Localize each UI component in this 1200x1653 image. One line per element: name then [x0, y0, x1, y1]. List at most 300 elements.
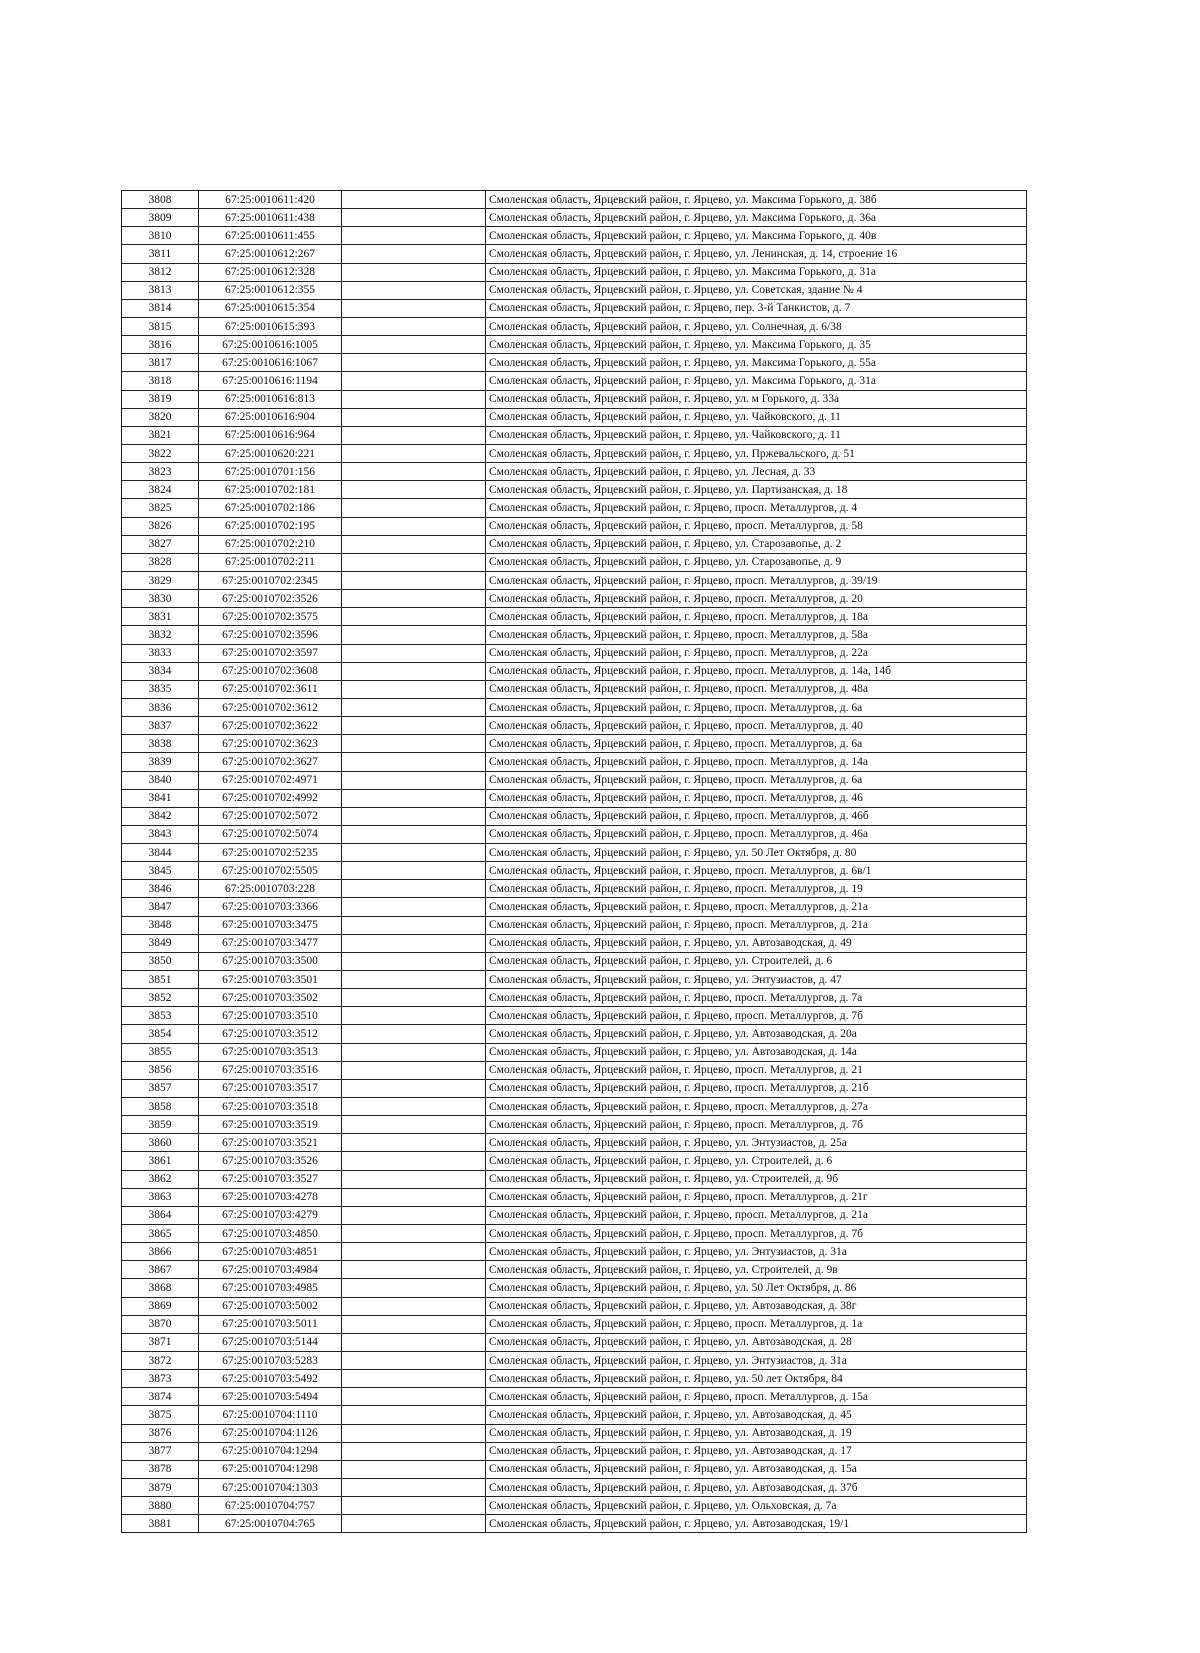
- address: Смоленская область, Ярцевский район, г. Ярцево, просп. Металлургов, д. 7б: [486, 1116, 1027, 1134]
- empty-cell: [342, 209, 486, 227]
- empty-cell: [342, 717, 486, 735]
- address: Смоленская область, Ярцевский район, г. Ярцево, ул. Ленинская, д. 14, строение 16: [486, 245, 1027, 263]
- table-row: [122, 1478, 1027, 1496]
- row-number: 3854: [122, 1025, 199, 1043]
- empty-cell: [342, 1206, 486, 1224]
- row-number: 3870: [122, 1315, 199, 1333]
- row-number: 3835: [122, 680, 199, 698]
- row-number: 3857: [122, 1079, 199, 1097]
- table-row: [122, 916, 1027, 934]
- cadastral-number: 67:25:0010703:5002: [199, 1297, 342, 1315]
- table-body: [122, 191, 1027, 1533]
- table-row: [122, 317, 1027, 335]
- address: Смоленская область, Ярцевский район, г. Ярцево, ул. 50 Лет Октября, д. 80: [486, 844, 1027, 862]
- empty-cell: [342, 844, 486, 862]
- row-number: 3880: [122, 1497, 199, 1515]
- table-row: [122, 1170, 1027, 1188]
- address: Смоленская область, Ярцевский район, г. Ярцево, просп. Металлургов, д. 21а: [486, 1206, 1027, 1224]
- table-row: [122, 644, 1027, 662]
- row-number: 3849: [122, 934, 199, 952]
- table-row: [122, 426, 1027, 444]
- row-number: 3820: [122, 408, 199, 426]
- row-number: 3838: [122, 735, 199, 753]
- empty-cell: [342, 1279, 486, 1297]
- row-number: 3868: [122, 1279, 199, 1297]
- cadastral-number: 67:25:0010615:393: [199, 317, 342, 335]
- address: Смоленская область, Ярцевский район, г. Ярцево, ул. Партизанская, д. 18: [486, 481, 1027, 499]
- row-number: 3872: [122, 1352, 199, 1370]
- cadastral-number: 67:25:0010704:1294: [199, 1442, 342, 1460]
- empty-cell: [342, 481, 486, 499]
- table-row: [122, 1225, 1027, 1243]
- empty-cell: [342, 735, 486, 753]
- address: Смоленская область, Ярцевский район, г. Ярцево, ул. 50 лет Октября, 84: [486, 1370, 1027, 1388]
- address: Смоленская область, Ярцевский район, г. Ярцево, просп. Металлургов, д. 7б: [486, 1225, 1027, 1243]
- address: Смоленская область, Ярцевский район, г. Ярцево, просп. Металлургов, д. 21б: [486, 1079, 1027, 1097]
- table-row: [122, 1243, 1027, 1261]
- row-number: 3847: [122, 898, 199, 916]
- empty-cell: [342, 317, 486, 335]
- row-number: 3840: [122, 771, 199, 789]
- cadastral-number: 67:25:0010703:3513: [199, 1043, 342, 1061]
- empty-cell: [342, 1225, 486, 1243]
- row-number: 3845: [122, 862, 199, 880]
- address: Смоленская область, Ярцевский район, г. Ярцево, ул. Максима Горького, д. 38б: [486, 191, 1027, 209]
- row-number: 3834: [122, 662, 199, 680]
- cadastral-number: 67:25:0010703:3500: [199, 952, 342, 970]
- cadastral-number: 67:25:0010704:1298: [199, 1460, 342, 1478]
- address: Смоленская область, Ярцевский район, г. Ярцево, пер. 3-й Танкистов, д. 7: [486, 299, 1027, 317]
- cadastral-number: 67:25:0010702:3596: [199, 626, 342, 644]
- row-number: 3811: [122, 245, 199, 263]
- empty-cell: [342, 463, 486, 481]
- row-number: 3851: [122, 971, 199, 989]
- table-row: [122, 989, 1027, 1007]
- table-row: [122, 408, 1027, 426]
- table-row: [122, 717, 1027, 735]
- empty-cell: [342, 680, 486, 698]
- empty-cell: [342, 590, 486, 608]
- row-number: 3853: [122, 1007, 199, 1025]
- table-row: [122, 1025, 1027, 1043]
- table-row: [122, 1279, 1027, 1297]
- cadastral-number: 67:25:0010702:3612: [199, 698, 342, 716]
- row-number: 3875: [122, 1406, 199, 1424]
- empty-cell: [342, 281, 486, 299]
- address: Смоленская область, Ярцевский район, г. Ярцево, просп. Металлургов, д. 46б: [486, 807, 1027, 825]
- table-row: [122, 735, 1027, 753]
- address: Смоленская область, Ярцевский район, г. Ярцево, ул. Чайковского, д. 11: [486, 426, 1027, 444]
- table-row: [122, 299, 1027, 317]
- address: Смоленская область, Ярцевский район, г. Ярцево, ул. Максима Горького, д. 31а: [486, 372, 1027, 390]
- cadastral-number: 67:25:0010702:3575: [199, 608, 342, 626]
- table-row: [122, 626, 1027, 644]
- table-row: [122, 390, 1027, 408]
- empty-cell: [342, 1315, 486, 1333]
- address: Смоленская область, Ярцевский район, г. Ярцево, ул. Автозаводская, д. 15а: [486, 1460, 1027, 1478]
- cadastral-number: 67:25:0010703:5283: [199, 1352, 342, 1370]
- cadastral-number: 67:25:0010702:5072: [199, 807, 342, 825]
- cadastral-number: 67:25:0010703:3366: [199, 898, 342, 916]
- address: Смоленская область, Ярцевский район, г. Ярцево, ул. Энтузиастов, д. 47: [486, 971, 1027, 989]
- row-number: 3848: [122, 916, 199, 934]
- cadastral-number: 67:25:0010702:3627: [199, 753, 342, 771]
- address: Смоленская область, Ярцевский район, г. Ярцево, ул. Чайковского, д. 11: [486, 408, 1027, 426]
- table-row: [122, 354, 1027, 372]
- table-row: [122, 753, 1027, 771]
- row-number: 3812: [122, 263, 199, 281]
- address: Смоленская область, Ярцевский район, г. Ярцево, просп. Металлургов, д. 27а: [486, 1098, 1027, 1116]
- cadastral-number: 67:25:0010704:1126: [199, 1424, 342, 1442]
- table-row: [122, 1007, 1027, 1025]
- row-number: 3878: [122, 1460, 199, 1478]
- empty-cell: [342, 1098, 486, 1116]
- empty-cell: [342, 1170, 486, 1188]
- address: Смоленская область, Ярцевский район, г. Ярцево, просп. Металлургов, д. 1а: [486, 1315, 1027, 1333]
- table-row: [122, 1297, 1027, 1315]
- row-number: 3856: [122, 1061, 199, 1079]
- row-number: 3863: [122, 1188, 199, 1206]
- address: Смоленская область, Ярцевский район, г. Ярцево, ул. Автозаводская, д. 49: [486, 934, 1027, 952]
- address: Смоленская область, Ярцевский район, г. Ярцево, ул. Строителей, д. 6: [486, 1152, 1027, 1170]
- cadastral-number: 67:25:0010703:4851: [199, 1243, 342, 1261]
- cadastral-number: 67:25:0010702:3597: [199, 644, 342, 662]
- cadastral-number: 67:25:0010703:3512: [199, 1025, 342, 1043]
- cadastral-number: 67:25:0010616:964: [199, 426, 342, 444]
- cadastral-number: 67:25:0010615:354: [199, 299, 342, 317]
- row-number: 3817: [122, 354, 199, 372]
- address: Смоленская область, Ярцевский район, г. Ярцево, ул. Солнечная, д. 6/38: [486, 317, 1027, 335]
- table-row: [122, 1152, 1027, 1170]
- table-row: [122, 1388, 1027, 1406]
- cadastral-number: 67:25:0010703:4850: [199, 1225, 342, 1243]
- cadastral-number: 67:25:0010703:3517: [199, 1079, 342, 1097]
- empty-cell: [342, 535, 486, 553]
- table-row: [122, 571, 1027, 589]
- empty-cell: [342, 1043, 486, 1061]
- cadastral-number: 67:25:0010702:3611: [199, 680, 342, 698]
- empty-cell: [342, 807, 486, 825]
- row-number: 3821: [122, 426, 199, 444]
- cadastral-number: 67:25:0010704:1110: [199, 1406, 342, 1424]
- address: Смоленская область, Ярцевский район, г. Ярцево, ул. Автозаводская, д. 45: [486, 1406, 1027, 1424]
- address: Смоленская область, Ярцевский район, г. Ярцево, просп. Металлургов, д. 58: [486, 517, 1027, 535]
- table-row: [122, 517, 1027, 535]
- empty-cell: [342, 1406, 486, 1424]
- empty-cell: [342, 898, 486, 916]
- table-row: [122, 898, 1027, 916]
- table-row: [122, 191, 1027, 209]
- row-number: 3827: [122, 535, 199, 553]
- address: Смоленская область, Ярцевский район, г. Ярцево, просп. Металлургов, д. 6в/1: [486, 862, 1027, 880]
- row-number: 3819: [122, 390, 199, 408]
- row-number: 3861: [122, 1152, 199, 1170]
- empty-cell: [342, 825, 486, 843]
- empty-cell: [342, 1079, 486, 1097]
- table-row: [122, 1442, 1027, 1460]
- empty-cell: [342, 245, 486, 263]
- row-number: 3836: [122, 698, 199, 716]
- empty-cell: [342, 336, 486, 354]
- table-row: [122, 952, 1027, 970]
- address: Смоленская область, Ярцевский район, г. Ярцево, просп. Металлургов, д. 18а: [486, 608, 1027, 626]
- cadastral-number: 67:25:0010703:5011: [199, 1315, 342, 1333]
- address: Смоленская область, Ярцевский район, г. Ярцево, просп. Металлургов, д. 4: [486, 499, 1027, 517]
- table-row: [122, 481, 1027, 499]
- table-row: [122, 1043, 1027, 1061]
- table-row: [122, 825, 1027, 843]
- address: Смоленская область, Ярцевский район, г. Ярцево, ул. Лесная, д. 33: [486, 463, 1027, 481]
- row-number: 3839: [122, 753, 199, 771]
- cadastral-number: 67:25:0010612:355: [199, 281, 342, 299]
- address: Смоленская область, Ярцевский район, г. Ярцево, ул. Максима Горького, д. 31а: [486, 263, 1027, 281]
- empty-cell: [342, 934, 486, 952]
- empty-cell: [342, 1515, 486, 1533]
- empty-cell: [342, 1352, 486, 1370]
- cadastral-number: 67:25:0010703:5144: [199, 1333, 342, 1351]
- empty-cell: [342, 227, 486, 245]
- empty-cell: [342, 771, 486, 789]
- empty-cell: [342, 263, 486, 281]
- address: Смоленская область, Ярцевский район, г. Ярцево, ул. Автозаводская, д. 20а: [486, 1025, 1027, 1043]
- row-number: 3881: [122, 1515, 199, 1533]
- row-number: 3864: [122, 1206, 199, 1224]
- address: Смоленская область, Ярцевский район, г. Ярцево, ул. Максима Горького, д. 40в: [486, 227, 1027, 245]
- table-row: [122, 1134, 1027, 1152]
- row-number: 3830: [122, 590, 199, 608]
- cadastral-number: 67:25:0010616:1194: [199, 372, 342, 390]
- empty-cell: [342, 1188, 486, 1206]
- address: Смоленская область, Ярцевский район, г. Ярцево, просп. Металлургов, д. 58а: [486, 626, 1027, 644]
- row-number: 3850: [122, 952, 199, 970]
- empty-cell: [342, 1442, 486, 1460]
- cadastral-number: 67:25:0010703:5494: [199, 1388, 342, 1406]
- row-number: 3859: [122, 1116, 199, 1134]
- address: Смоленская область, Ярцевский район, г. Ярцево, просп. Металлургов, д. 21а: [486, 916, 1027, 934]
- cadastral-number: 67:25:0010703:4279: [199, 1206, 342, 1224]
- cadastral-number: 67:25:0010703:4985: [199, 1279, 342, 1297]
- empty-cell: [342, 1152, 486, 1170]
- address: Смоленская область, Ярцевский район, г. Ярцево, ул. м Горького, д. 33а: [486, 390, 1027, 408]
- cadastral-number: 67:25:0010703:3516: [199, 1061, 342, 1079]
- row-number: 3852: [122, 989, 199, 1007]
- cadastral-number: 67:25:0010703:3502: [199, 989, 342, 1007]
- cadastral-number: 67:25:0010702:3623: [199, 735, 342, 753]
- empty-cell: [342, 354, 486, 372]
- row-number: 3867: [122, 1261, 199, 1279]
- cadastral-number: 67:25:0010704:765: [199, 1515, 342, 1533]
- empty-cell: [342, 862, 486, 880]
- table-row: [122, 1061, 1027, 1079]
- cadastral-number: 67:25:0010616:813: [199, 390, 342, 408]
- row-number: 3855: [122, 1043, 199, 1061]
- address: Смоленская область, Ярцевский район, г. Ярцево, просп. Металлургов, д. 15а: [486, 1388, 1027, 1406]
- cadastral-number: 67:25:0010703:3501: [199, 971, 342, 989]
- table-row: [122, 844, 1027, 862]
- table-row: [122, 771, 1027, 789]
- table-row: [122, 789, 1027, 807]
- table-row: [122, 862, 1027, 880]
- table-row: [122, 1333, 1027, 1351]
- cadastral-number: 67:25:0010702:4971: [199, 771, 342, 789]
- empty-cell: [342, 971, 486, 989]
- address: Смоленская область, Ярцевский район, г. Ярцево, ул. Строителей, д. 6: [486, 952, 1027, 970]
- cadastral-number: 67:25:0010703:4278: [199, 1188, 342, 1206]
- row-number: 3828: [122, 553, 199, 571]
- address: Смоленская область, Ярцевский район, г. Ярцево, просп. Металлургов, д. 46а: [486, 825, 1027, 843]
- row-number: 3814: [122, 299, 199, 317]
- row-number: 3826: [122, 517, 199, 535]
- address: Смоленская область, Ярцевский район, г. Ярцево, просп. Металлургов, д. 46: [486, 789, 1027, 807]
- table-row: [122, 499, 1027, 517]
- cadastral-number: 67:25:0010620:221: [199, 444, 342, 462]
- cadastral-number: 67:25:0010702:195: [199, 517, 342, 535]
- cadastral-number: 67:25:0010702:211: [199, 553, 342, 571]
- address: Смоленская область, Ярцевский район, г. Ярцево, ул. Энтузиастов, д. 25а: [486, 1134, 1027, 1152]
- empty-cell: [342, 989, 486, 1007]
- address: Смоленская область, Ярцевский район, г. Ярцево, просп. Металлургов, д. 6а: [486, 735, 1027, 753]
- address: Смоленская область, Ярцевский район, г. Ярцево, ул. Энтузиастов, д. 31а: [486, 1352, 1027, 1370]
- table-row: [122, 1188, 1027, 1206]
- row-number: 3862: [122, 1170, 199, 1188]
- empty-cell: [342, 1460, 486, 1478]
- cadastral-number: 67:25:0010703:3518: [199, 1098, 342, 1116]
- table-row: [122, 1315, 1027, 1333]
- address: Смоленская область, Ярцевский район, г. Ярцево, ул. Старозавопье, д. 9: [486, 553, 1027, 571]
- empty-cell: [342, 1261, 486, 1279]
- table-row: [122, 662, 1027, 680]
- address: Смоленская область, Ярцевский район, г. Ярцево, ул. 50 Лет Октября, д. 86: [486, 1279, 1027, 1297]
- row-number: 3865: [122, 1225, 199, 1243]
- cadastral-number: 67:25:0010703:228: [199, 880, 342, 898]
- address: Смоленская область, Ярцевский район, г. Ярцево, ул. Автозаводская, д. 14а: [486, 1043, 1027, 1061]
- empty-cell: [342, 916, 486, 934]
- address: Смоленская область, Ярцевский район, г. Ярцево, просп. Металлургов, д. 6а: [486, 771, 1027, 789]
- table-row: [122, 245, 1027, 263]
- address: Смоленская область, Ярцевский район, г. Ярцево, ул. Автозаводская, д. 17: [486, 1442, 1027, 1460]
- address: Смоленская область, Ярцевский район, г. Ярцево, ул. Максима Горького, д. 35: [486, 336, 1027, 354]
- row-number: 3844: [122, 844, 199, 862]
- row-number: 3809: [122, 209, 199, 227]
- table-row: [122, 209, 1027, 227]
- table-row: [122, 971, 1027, 989]
- row-number: 3876: [122, 1424, 199, 1442]
- empty-cell: [342, 1478, 486, 1496]
- row-number: 3816: [122, 336, 199, 354]
- empty-cell: [342, 517, 486, 535]
- table-row: [122, 590, 1027, 608]
- row-number: 3825: [122, 499, 199, 517]
- address: Смоленская область, Ярцевский район, г. Ярцево, просп. Металлургов, д. 39/19: [486, 571, 1027, 589]
- empty-cell: [342, 1497, 486, 1515]
- table-row: [122, 698, 1027, 716]
- empty-cell: [342, 444, 486, 462]
- cadastral-number: 67:25:0010703:3519: [199, 1116, 342, 1134]
- cadastral-number: 67:25:0010704:757: [199, 1497, 342, 1515]
- cadastral-number: 67:25:0010616:1067: [199, 354, 342, 372]
- table-row: [122, 608, 1027, 626]
- row-number: 3874: [122, 1388, 199, 1406]
- empty-cell: [342, 426, 486, 444]
- table-row: [122, 1424, 1027, 1442]
- cadastral-number: 67:25:0010702:5505: [199, 862, 342, 880]
- row-number: 3843: [122, 825, 199, 843]
- address: Смоленская область, Ярцевский район, г. Ярцево, просп. Металлургов, д. 14а: [486, 753, 1027, 771]
- table-row: [122, 444, 1027, 462]
- property-register-table: [121, 190, 1027, 1533]
- address: Смоленская область, Ярцевский район, г. Ярцево, ул. Автозаводская, 19/1: [486, 1515, 1027, 1533]
- address: Смоленская область, Ярцевский район, г. Ярцево, ул. Строителей, д. 9в: [486, 1261, 1027, 1279]
- empty-cell: [342, 662, 486, 680]
- row-number: 3813: [122, 281, 199, 299]
- cadastral-number: 67:25:0010701:156: [199, 463, 342, 481]
- address: Смоленская область, Ярцевский район, г. Ярцево, просп. Металлургов, д. 7б: [486, 1007, 1027, 1025]
- cadastral-number: 67:25:0010702:4992: [199, 789, 342, 807]
- row-number: 3841: [122, 789, 199, 807]
- empty-cell: [342, 952, 486, 970]
- table-row: [122, 680, 1027, 698]
- empty-cell: [342, 1333, 486, 1351]
- row-number: 3873: [122, 1370, 199, 1388]
- empty-cell: [342, 1134, 486, 1152]
- row-number: 3877: [122, 1442, 199, 1460]
- address: Смоленская область, Ярцевский район, г. Ярцево, просп. Металлургов, д. 19: [486, 880, 1027, 898]
- table-row: [122, 1098, 1027, 1116]
- cadastral-number: 67:25:0010704:1303: [199, 1478, 342, 1496]
- address: Смоленская область, Ярцевский район, г. Ярцево, просп. Металлургов, д. 14а, 14б: [486, 662, 1027, 680]
- cadastral-number: 67:25:0010703:3526: [199, 1152, 342, 1170]
- row-number: 3823: [122, 463, 199, 481]
- empty-cell: [342, 571, 486, 589]
- empty-cell: [342, 789, 486, 807]
- row-number: 3858: [122, 1098, 199, 1116]
- table-row: [122, 535, 1027, 553]
- row-number: 3833: [122, 644, 199, 662]
- cadastral-number: 67:25:0010616:904: [199, 408, 342, 426]
- empty-cell: [342, 608, 486, 626]
- row-number: 3866: [122, 1243, 199, 1261]
- row-number: 3829: [122, 571, 199, 589]
- table-row: [122, 227, 1027, 245]
- address: Смоленская область, Ярцевский район, г. Ярцево, просп. Металлургов, д. 7а: [486, 989, 1027, 1007]
- empty-cell: [342, 1007, 486, 1025]
- row-number: 3810: [122, 227, 199, 245]
- address: Смоленская область, Ярцевский район, г. Ярцево, ул. Энтузиастов, д. 31а: [486, 1243, 1027, 1261]
- row-number: 3879: [122, 1478, 199, 1496]
- empty-cell: [342, 1243, 486, 1261]
- cadastral-number: 67:25:0010702:181: [199, 481, 342, 499]
- row-number: 3832: [122, 626, 199, 644]
- cadastral-number: 67:25:0010703:3510: [199, 1007, 342, 1025]
- empty-cell: [342, 1116, 486, 1134]
- empty-cell: [342, 1424, 486, 1442]
- table-row: [122, 1370, 1027, 1388]
- address: Смоленская область, Ярцевский район, г. Ярцево, просп. Металлургов, д. 6а: [486, 698, 1027, 716]
- cadastral-number: 67:25:0010702:186: [199, 499, 342, 517]
- empty-cell: [342, 408, 486, 426]
- row-number: 3808: [122, 191, 199, 209]
- table-row: [122, 372, 1027, 390]
- cadastral-number: 67:25:0010612:267: [199, 245, 342, 263]
- cadastral-number: 67:25:0010702:3622: [199, 717, 342, 735]
- empty-cell: [342, 1297, 486, 1315]
- row-number: 3824: [122, 481, 199, 499]
- address: Смоленская область, Ярцевский район, г. Ярцево, ул. Ольховская, д. 7а: [486, 1497, 1027, 1515]
- cadastral-number: 67:25:0010611:438: [199, 209, 342, 227]
- row-number: 3837: [122, 717, 199, 735]
- empty-cell: [342, 499, 486, 517]
- empty-cell: [342, 698, 486, 716]
